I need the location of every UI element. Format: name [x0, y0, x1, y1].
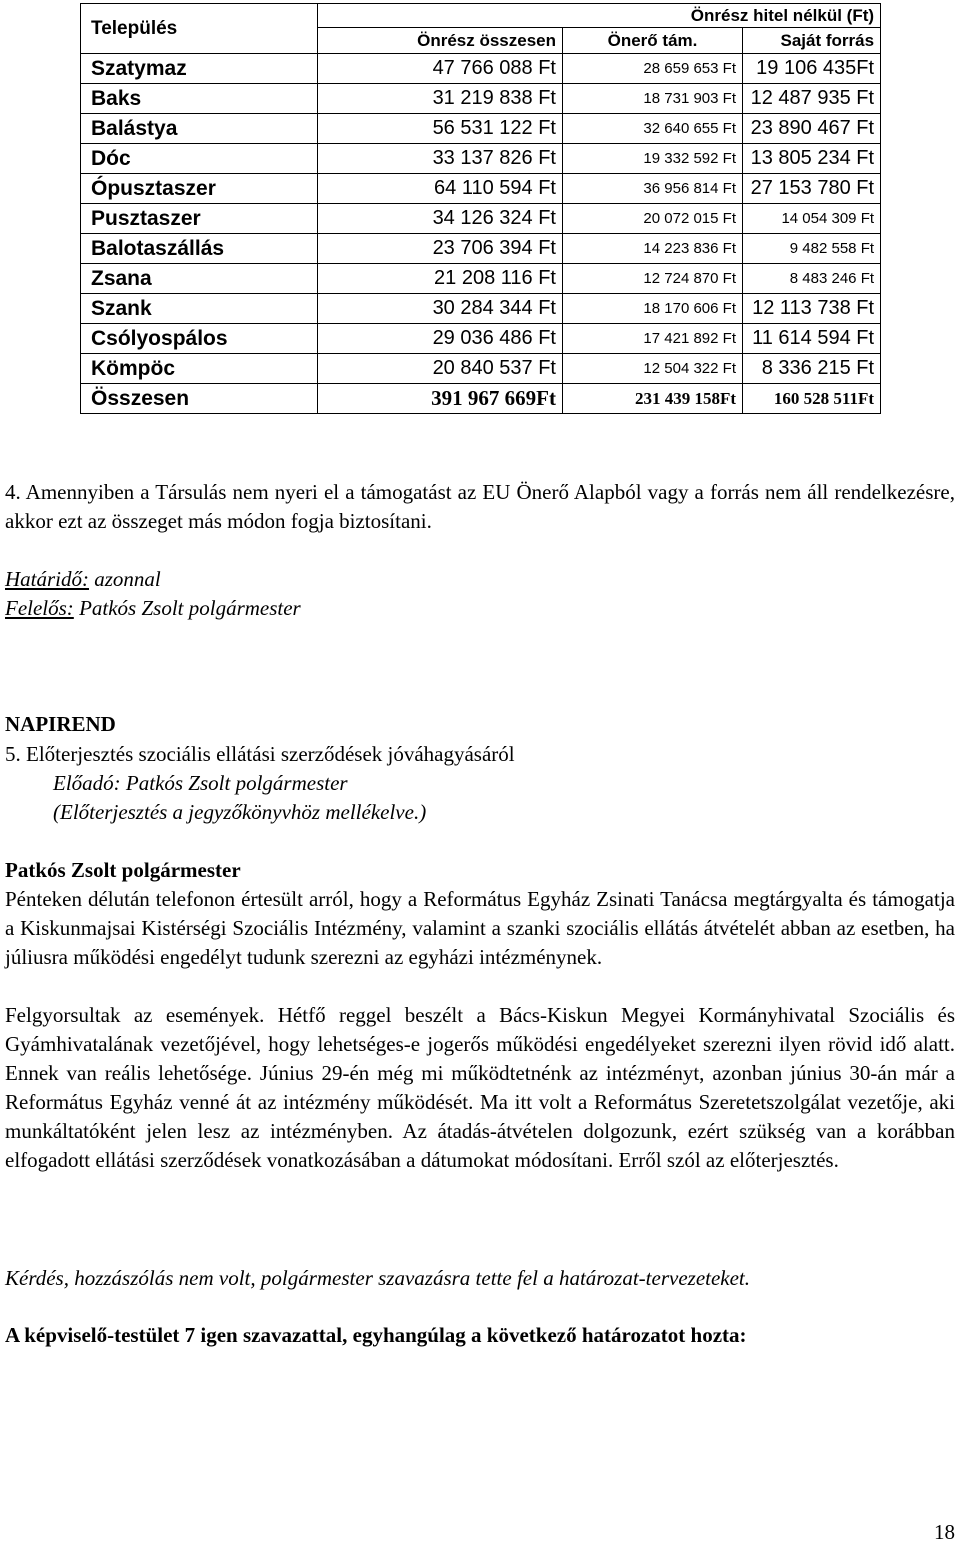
table-sum-row — [81, 384, 881, 414]
header-own-source: Saját forrás — [743, 28, 881, 54]
table-row — [81, 294, 881, 324]
speaker-name: Patkós Zsolt polgármester — [5, 858, 241, 882]
eu-own-amount: 12 504 322 Ft — [563, 354, 743, 384]
table-row — [81, 114, 881, 144]
eu-own-amount: 18 731 903 Ft — [563, 84, 743, 114]
own-source-amount: 14 054 309 Ft — [743, 204, 881, 234]
eu-own-amount: 17 421 892 Ft — [563, 324, 743, 354]
own-source-amount: 23 890 467 Ft — [743, 114, 881, 144]
own-source-amount: 19 106 435Ft — [743, 54, 881, 84]
table-row — [81, 54, 881, 84]
total-amount: 34 126 324 Ft — [318, 204, 563, 234]
responsible-value: Patkós Zsolt polgármester — [73, 596, 301, 620]
total-amount: 30 284 344 Ft — [318, 294, 563, 324]
settlement-name: Pusztaszer — [81, 204, 318, 234]
sum-eu-own: 231 439 158Ft — [563, 384, 743, 414]
own-source-amount: 9 482 558 Ft — [743, 234, 881, 264]
header-group: Önrész hitel nélkül (Ft) — [318, 4, 881, 28]
eu-own-amount: 20 072 015 Ft — [563, 204, 743, 234]
agenda-presenter: Előadó: Patkós Zsolt polgármester — [53, 771, 348, 795]
table-row — [81, 234, 881, 264]
responsible-label: Felelős: — [5, 596, 74, 620]
table-row — [81, 204, 881, 234]
settlement-name: Kömpöc — [81, 354, 318, 384]
settlement-name: Balotaszállás — [81, 234, 318, 264]
own-source-amount: 27 153 780 Ft — [743, 174, 881, 204]
total-amount: 21 208 116 Ft — [318, 264, 563, 294]
settlement-name: Szank — [81, 294, 318, 324]
settlement-name: Zsana — [81, 264, 318, 294]
table-row — [81, 144, 881, 174]
header-settlement: Település — [81, 4, 318, 54]
speech-paragraph-1: Pénteken délután telefonon értesült arról, hogy a Református Egyház Zsinati Tanácsa megtárgyalta és támogatja a Kiskunmajsai Kistérségi Szociális Intézmény, valamint a szanki szociális ellátás átvételét abban az esetben, ha júliusra működési engedélyt tudunk szerezni az egyházi intézménynek. — [5, 887, 955, 969]
table-row — [81, 324, 881, 354]
header-total: Önrész összesen — [318, 28, 563, 54]
total-amount: 31 219 838 Ft — [318, 84, 563, 114]
header-eu-own: Önerő tám. — [563, 28, 743, 54]
agenda-heading: NAPIREND — [5, 712, 116, 736]
settlement-name: Baks — [81, 84, 318, 114]
own-source-amount: 12 487 935 Ft — [743, 84, 881, 114]
own-source-amount: 8 336 215 Ft — [743, 354, 881, 384]
total-amount: 23 706 394 Ft — [318, 234, 563, 264]
table-row — [81, 174, 881, 204]
own-source-amount: 11 614 594 Ft — [743, 324, 881, 354]
agenda-attachment: (Előterjesztés a jegyzőkönyvhöz mellékelve.) — [53, 800, 427, 824]
table-row — [81, 84, 881, 114]
total-amount: 64 110 594 Ft — [318, 174, 563, 204]
eu-own-amount: 36 956 814 Ft — [563, 174, 743, 204]
settlement-name: Dóc — [81, 144, 318, 174]
eu-own-amount: 19 332 592 Ft — [563, 144, 743, 174]
total-amount: 47 766 088 Ft — [318, 54, 563, 84]
own-source-amount: 12 113 738 Ft — [743, 294, 881, 324]
eu-own-amount: 28 659 653 Ft — [563, 54, 743, 84]
deadline-line — [5, 565, 161, 594]
total-amount: 20 840 537 Ft — [318, 354, 563, 384]
settlement-name: Csólyospálos — [81, 324, 318, 354]
sum-own-source: 160 528 511Ft — [743, 384, 881, 414]
total-amount: 29 036 486 Ft — [318, 324, 563, 354]
sum-label: Összesen — [81, 384, 318, 414]
agenda-item: 5. Előterjesztés szociális ellátási szerződések jóváhagyásáról — [5, 742, 515, 766]
own-source-amount: 8 483 246 Ft — [743, 264, 881, 294]
table-body — [81, 54, 881, 414]
eu-own-amount: 32 640 655 Ft — [563, 114, 743, 144]
item-4-text: 4. Amennyiben a Társulás nem nyeri el a támogatást az EU Önerő Alapból vagy a forrás nem áll rendelkezésre, akkor ezt az összeget más módon fogja biztosítani. — [5, 480, 955, 533]
deadline-label: Határidő: — [5, 567, 89, 591]
total-amount: 56 531 122 Ft — [318, 114, 563, 144]
page-number: 18 — [934, 1520, 955, 1544]
deadline-value: azonnal — [89, 567, 161, 591]
vote-note: Kérdés, hozzászólás nem volt, polgármester szavazásra tette fel a határozat-tervezeteket. — [5, 1266, 751, 1290]
speech-paragraph-2: Felgyorsultak az események. Hétfő reggel beszélt a Bács-Kiskun Megyei Kormányhivatal Szociális és Gyámhivatalának vezetőjével, hogy lehetséges-e jogerős működési engedélyeket szerezni ilyen rövid idő alatt. Ennek van reális lehetősége. Június 29-én még mi működtetnénk az intézményt, azonban június 30-án már a Református Egyház venné át az intézmény működését. Ma itt volt a Református Szeretetszolgálat vezetője, aki munkáltatóként jelen lesz az intézményben. Az átadás-átvételen dolgozunk, ezért szükség van a korábban elfogadott ellátási szerződések vonatkozásában a dátumokat módosítani. Erről szól az előterjesztés. — [5, 1003, 955, 1172]
eu-own-amount: 18 170 606 Ft — [563, 294, 743, 324]
total-amount: 33 137 826 Ft — [318, 144, 563, 174]
eu-own-amount: 12 724 870 Ft — [563, 264, 743, 294]
table-row — [81, 354, 881, 384]
own-source-amount: 13 805 234 Ft — [743, 144, 881, 174]
eu-own-amount: 14 223 836 Ft — [563, 234, 743, 264]
responsible-line — [5, 594, 301, 623]
settlement-name: Ópusztaszer — [81, 174, 318, 204]
resolution-intro: A képviselő-testület 7 igen szavazattal, egyhangúlag a következő határozatot hozta: — [5, 1323, 747, 1347]
table-row — [81, 264, 881, 294]
settlement-name: Balástya — [81, 114, 318, 144]
sum-total: 391 967 669Ft — [318, 384, 563, 414]
funding-table — [80, 3, 881, 414]
settlement-name: Szatymaz — [81, 54, 318, 84]
